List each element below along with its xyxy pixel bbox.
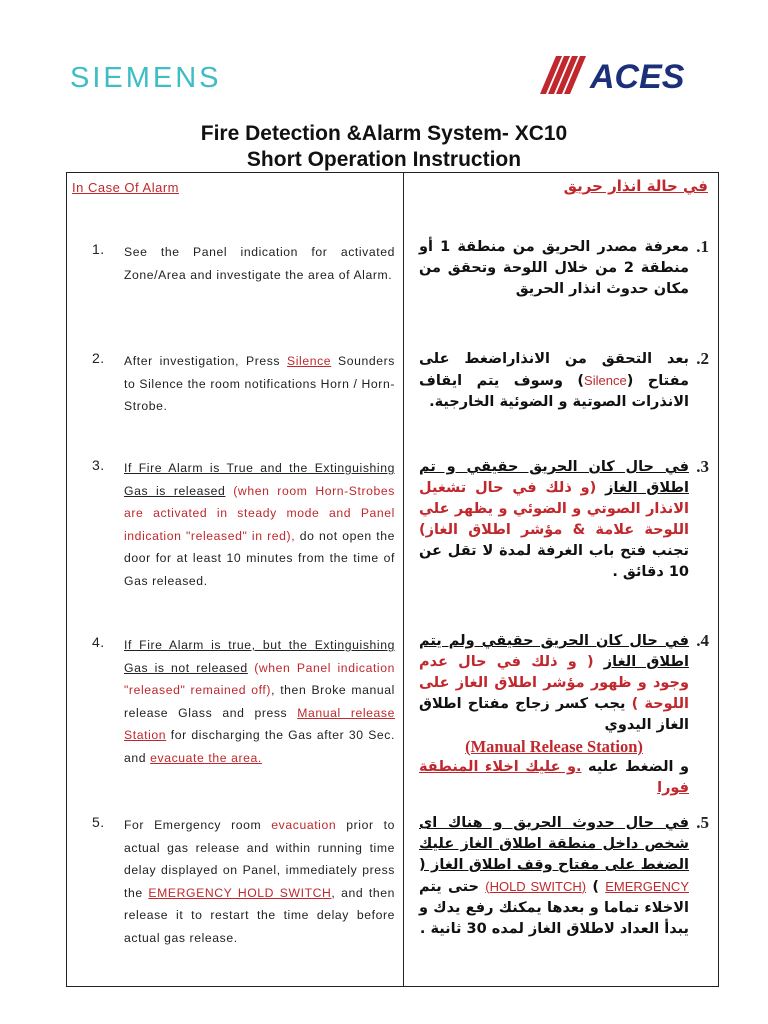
text-run: If Fire Alarm is True and the Extinguishing Gas is released — [124, 461, 395, 498]
siemens-brand: SIEMENS — [70, 62, 222, 94]
evacuate-link: evacuate the area. — [150, 750, 262, 765]
item-text — [124, 814, 395, 949]
text-run: في حال كان الحريق حقيقي و تم اطلاق الغاز — [419, 459, 689, 496]
column-divider — [403, 173, 404, 986]
item-text-ar — [419, 457, 689, 583]
text-run: ) وسوف يتم ايقاف الانذرات الصوتية و الضوئية الخارجية. — [419, 373, 689, 410]
text-run-red: (when Panel indication "released" remained off) — [124, 660, 395, 697]
text-run: , then Broke manual release Glass and press — [124, 683, 395, 720]
evacuate-ar: .و عليك اخلاء المنطقة فورا — [419, 759, 689, 796]
emergency-label-ar: EMERGENCY — [605, 879, 689, 894]
item-number: 1. — [92, 241, 105, 257]
text-run: يجب كسر زجاج مفتاح اطلاق الغاز اليدوي — [419, 696, 689, 733]
item-number: 5. — [92, 814, 105, 830]
text-run-red: ( و ذلك في حال عدم وجود و ظهور مؤشر اطلاق الغاز على اللوحة ) — [419, 654, 689, 712]
item-number-ar: .2 — [696, 349, 709, 368]
item-number: 4. — [92, 634, 105, 650]
text-run: prior to actual gas release and within running time delay displayed on Panel, immediately press the — [124, 818, 395, 900]
page-subtitle: Short Operation Instruction — [246, 148, 522, 171]
item-text — [124, 457, 395, 592]
item-number: 3. — [92, 457, 105, 473]
text-run: After investigation, Press — [124, 354, 287, 368]
hold-switch-label-ar: (HOLD SWITCH) — [485, 879, 587, 894]
header-english: In Case Of Alarm — [72, 180, 179, 195]
item-number-ar: .5 — [696, 813, 709, 832]
aces-logo-text: ACES — [590, 58, 685, 96]
text-run: و الضغط عليه — [581, 759, 689, 775]
text-run: بعد التحقق من الانذاراضغط على مفتاح ( — [419, 351, 689, 389]
item-text — [124, 241, 395, 286]
silence-link: Silence — [286, 354, 332, 368]
text-run: تجنب فتح باب الغرفة لمدة لا تقل عن 10 دقائق . — [419, 543, 689, 580]
silence-label-ar: Silence — [584, 373, 627, 388]
item-number: 2. — [92, 350, 105, 366]
text-run: , and then release it to restart the time delay before actual gas release. — [124, 885, 395, 945]
item-text — [124, 350, 395, 418]
aces-logo — [538, 52, 698, 96]
text-run: في حال حدوث الحريق و هناك اى شخص داخل منطقة اطلاق الغاز عليك الضغط على مفتاح وقف اطلاق الغاز ( — [419, 815, 689, 873]
evacuation-word: evacuation — [271, 818, 337, 832]
header-arabic: في حالة انذار حريق — [563, 177, 708, 195]
text-run: حتى يتم الاخلاء تماما و بعدها يمكنك رفع يدك و يبدأ العداد لاطلاق الغاز لمده 30 ثانية . — [419, 879, 689, 937]
text-run: ) — [586, 879, 606, 895]
text-run: Sounders to Silence the room notifications Horn / Horn-Strobe. — [124, 354, 395, 413]
instruction-table — [66, 172, 719, 987]
manual-release-station-link: Manual release Station — [124, 705, 395, 742]
text-run-red: (when room Horn-Strobes are activated in steady mode and Panel indication "released" in red), — [124, 483, 395, 543]
item-text-ar — [419, 349, 689, 413]
item-text-ar — [419, 631, 689, 799]
text-run: do not open the door for at least 10 minutes from the time of Gas released. — [124, 528, 395, 588]
text-run: If Fire Alarm is true, but the Extinguishing Gas is not released — [124, 638, 395, 675]
manual-release-station-label: (Manual Release Station) — [465, 737, 643, 756]
text-run: For Emergency room — [124, 818, 272, 832]
text-run: معرفة مصدر الحريق من منطقة 1 أو منطقة 2 من خلال اللوحة وتحقق من مكان حدوث انذار الحريق — [419, 239, 690, 297]
item-text — [124, 634, 395, 769]
item-text-ar — [419, 813, 689, 940]
aces-logo-mark — [538, 52, 698, 96]
emergency-hold-switch-link: EMERGENCY HOLD SWITCH — [148, 885, 332, 900]
item-number-ar: .1 — [696, 237, 709, 256]
text-run: for discharging the Gas after 30 Sec. and — [124, 728, 395, 765]
text-run: See the Panel indication for activated Zone/Area and investigate the area of Alarm. — [124, 245, 395, 282]
text-run-red: (و ذلك في حال تشغيل الانذار الصوتي و الضوئي و يظهر علي اللوحة علامة & مؤشر اطلاق الغاز) — [419, 480, 689, 538]
item-number-ar: .3 — [696, 457, 709, 476]
text-run: في حال كان الحريق حقيقي ولم يتم اطلاق الغاز — [419, 633, 689, 670]
page-title: Fire Detection &Alarm System- XC10 — [200, 122, 568, 145]
item-number-ar: .4 — [696, 631, 709, 650]
item-text-ar — [419, 237, 689, 300]
